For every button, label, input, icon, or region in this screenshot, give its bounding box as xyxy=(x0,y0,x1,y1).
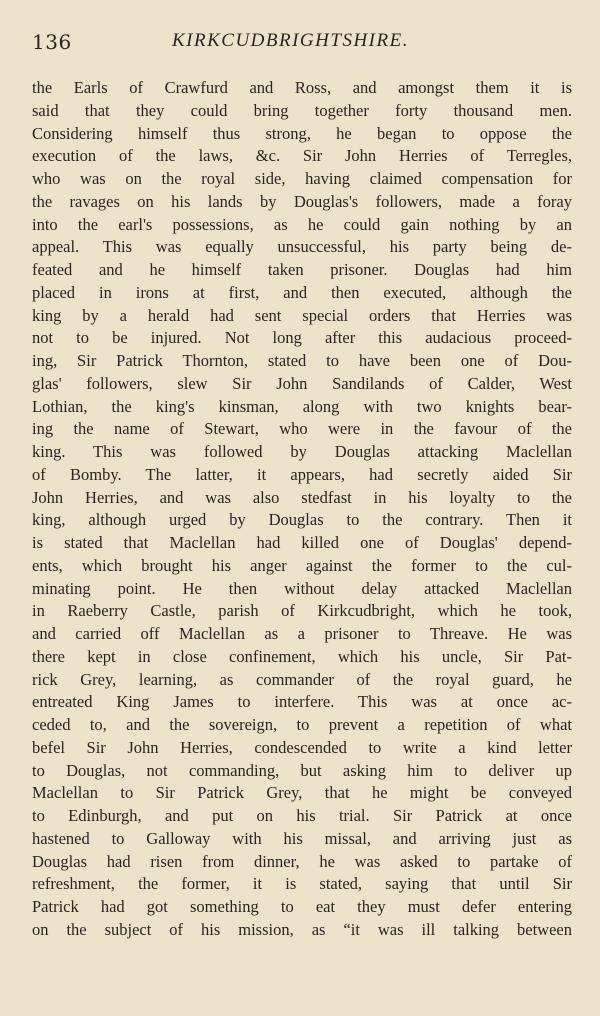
text-line: rick Grey, learning, as commander of the royal guard, he xyxy=(32,669,572,689)
text-line: king. This was followed by Douglas attacking Maclellan xyxy=(32,442,572,461)
text-line: entreated King James to interfere. This was at once ac- xyxy=(32,692,572,712)
text-line: ents, which brought his anger against the former to the cul- xyxy=(32,555,572,575)
text-line: befel Sir John Herries, condescended to write a kind letter xyxy=(32,737,572,757)
page-header xyxy=(32,30,570,58)
text-line: Considering himself thus strong, he began to oppose the xyxy=(32,123,572,143)
text-line: ceded to, and the sovereign, to prevent a repetition of what xyxy=(32,715,572,734)
text-line: who was on the royal side, having claimed compensation for xyxy=(32,169,572,188)
text-line: hastened to Galloway with his missal, and arriving just as xyxy=(32,828,572,848)
running-head: KIRKCUDBRIGHTSHIRE. xyxy=(172,30,409,51)
text-line: king by a herald had sent special orders that Herries was xyxy=(32,305,572,325)
text-line: Douglas had risen from dinner, he was asked to partake of xyxy=(32,851,572,871)
text-line: on the subject of his mission, as “it was ill talking between xyxy=(32,919,572,939)
text-line: into the earl's possessions, as he could gain nothing by an xyxy=(32,214,572,234)
text-line: in Raeberry Castle, parish of Kirkcudbright, which he took, xyxy=(32,601,572,621)
text-line: not to be injured. Not long after this audacious proceed- xyxy=(32,328,572,348)
text-line: of Bomby. The latter, it appears, had secretly aided Sir xyxy=(32,464,572,484)
text-line: execution of the laws, &c. Sir John Herries of Terregles, xyxy=(32,146,572,166)
text-line: glas' followers, slew Sir John Sandilands of Calder, West xyxy=(32,373,572,393)
text-line: to Edinburgh, and put on his trial. Sir Patrick at once xyxy=(32,806,572,825)
text-line: and carried off Maclellan as a prisoner to Threave. He was xyxy=(32,624,572,643)
text-line: minating point. He then without delay attacked Maclellan xyxy=(32,578,572,598)
text-line: refreshment, the former, it is stated, saying that until Sir xyxy=(32,874,572,894)
text-line: Patrick had got something to eat they must defer entering xyxy=(32,897,572,916)
text-line: there kept in close confinement, which his uncle, Sir Pat- xyxy=(32,646,572,666)
text-line: placed in irons at first, and then executed, although the xyxy=(32,282,572,302)
text-line: king, although urged by Douglas to the contrary. Then it xyxy=(32,510,572,530)
text-line: John Herries, and was also stedfast in his loyalty to the xyxy=(32,487,572,507)
page-number: 136 xyxy=(32,30,72,54)
text-line: appeal. This was equally unsuccessful, his party being de- xyxy=(32,237,572,257)
body-text xyxy=(32,77,572,942)
text-line: the Earls of Crawfurd and Ross, and amongst them it is xyxy=(32,78,572,97)
text-line: Lothian, the king's kinsman, along with two knights bear- xyxy=(32,396,572,416)
text-line: the ravages on his lands by Douglas's followers, made a foray xyxy=(32,191,572,211)
text-line: is stated that Maclellan had killed one of Douglas' depend- xyxy=(32,533,572,552)
text-line: Maclellan to Sir Patrick Grey, that he might be conveyed xyxy=(32,783,572,803)
text-line: said that they could bring together forty thousand men. xyxy=(32,100,572,120)
text-line: ing, Sir Patrick Thornton, stated to have been one of Dou- xyxy=(32,351,572,370)
text-line: to Douglas, not commanding, but asking him to deliver up xyxy=(32,760,572,780)
text-line: ing the name of Stewart, who were in the favour of the xyxy=(32,419,572,439)
text-line: feated and he himself taken prisoner. Douglas had him xyxy=(32,260,572,279)
